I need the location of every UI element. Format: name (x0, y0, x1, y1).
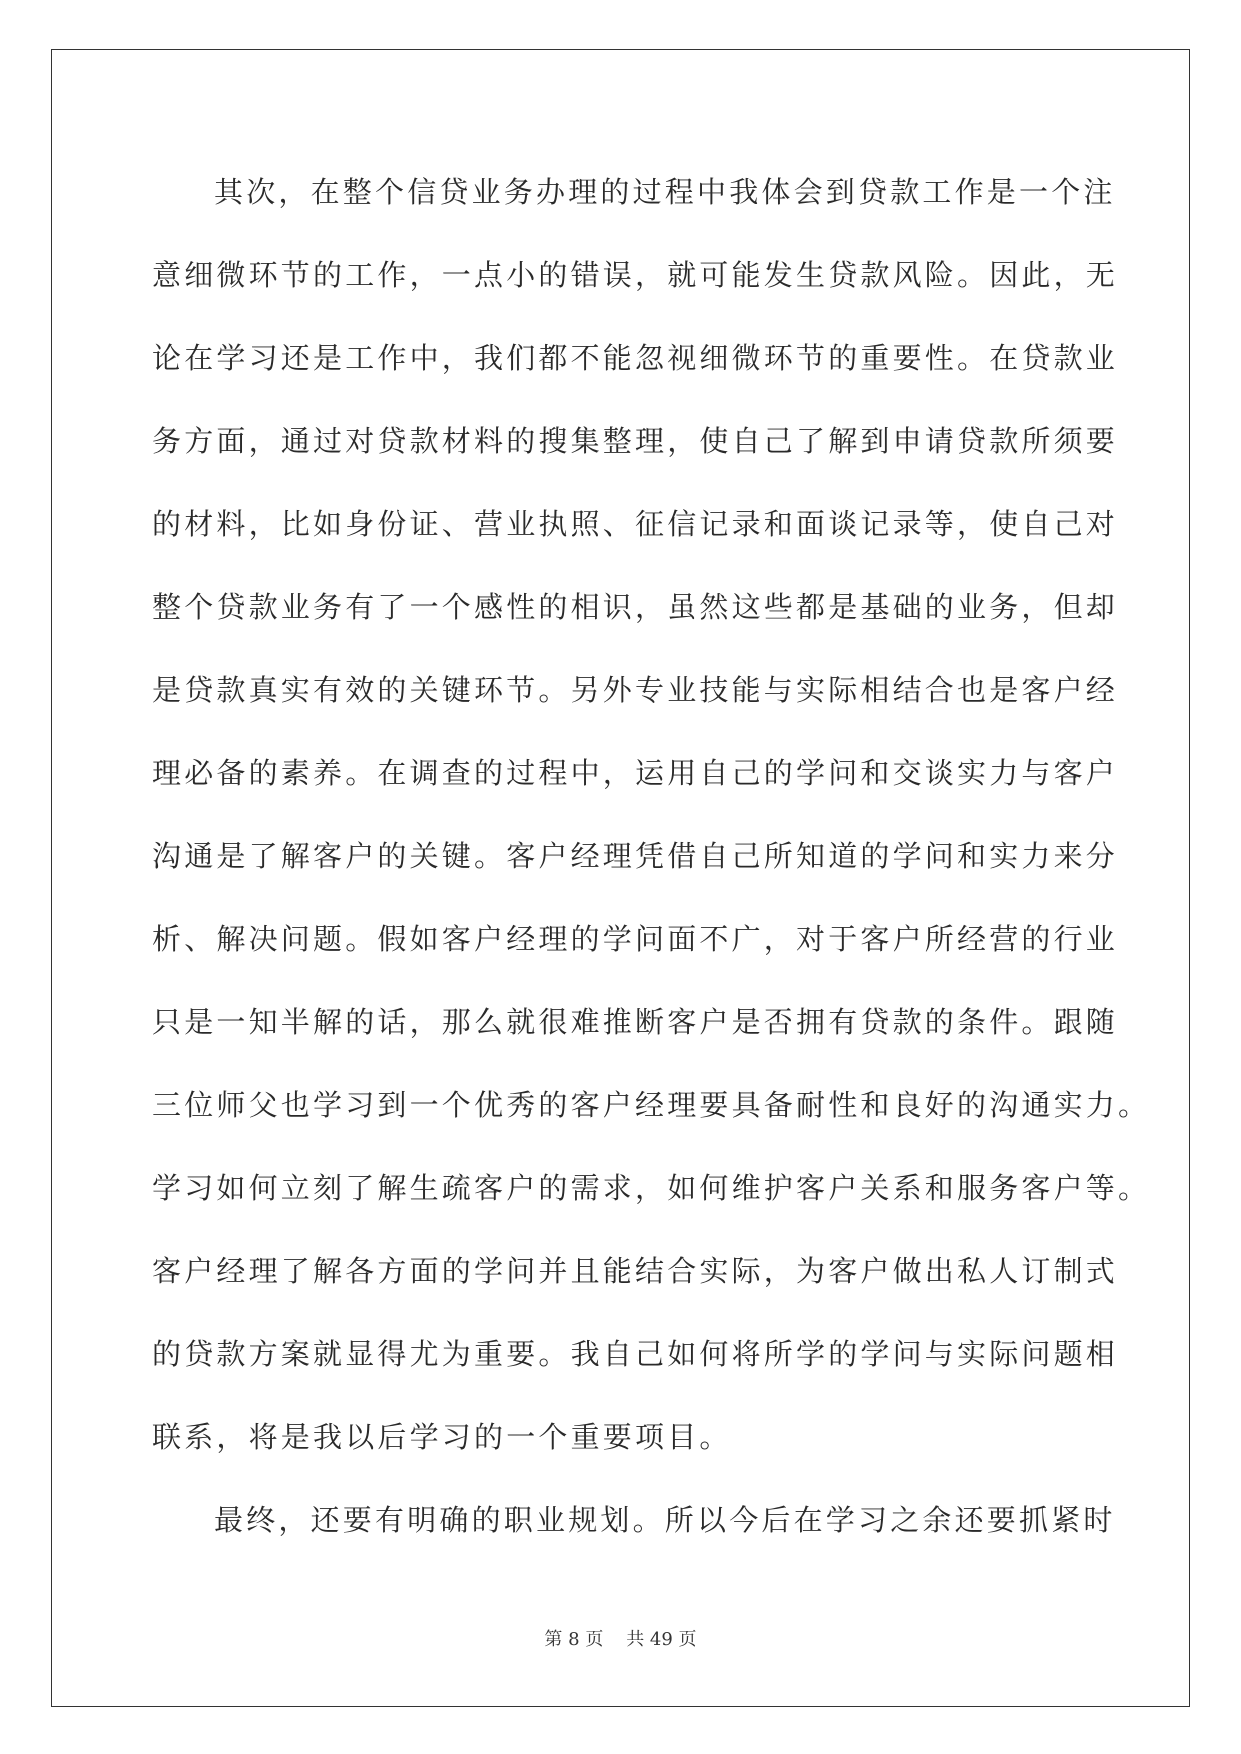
paragraph-line: 三位师父也学习到一个优秀的客户经理要具备耐性和良好的沟通实力。 (152, 1088, 1151, 1122)
document-body (152, 163, 1151, 1574)
paragraph-line: 其次，在整个信贷业务办理的过程中我体会到贷款工作是一个注 (214, 175, 1116, 209)
paragraph-line: 意细微环节的工作，一点小的错误，就可能发生贷款风险。因此，无 (152, 258, 1119, 292)
page-number-footer: 第 8 页 共 49 页 (544, 1629, 697, 1650)
paragraph-line: 务方面，通过对贷款材料的搜集整理，使自己了解到申请贷款所须要 (152, 424, 1119, 458)
paragraph-line: 是贷款真实有效的关键环节。另外专业技能与实际相结合也是客户经 (152, 673, 1119, 707)
paragraph-line: 的材料，比如身份证、营业执照、征信记录和面谈记录等，使自己对 (152, 507, 1119, 541)
paragraph-line: 整个贷款业务有了一个感性的相识，虽然这些都是基础的业务，但却 (152, 590, 1119, 624)
paragraph-line: 沟通是了解客户的关键。客户经理凭借自己所知道的学问和实力来分 (152, 839, 1119, 873)
paragraph-line: 只是一知半解的话，那么就很难推断客户是否拥有贷款的条件。跟随 (152, 1005, 1119, 1039)
paragraph-line: 学习如何立刻了解生疏客户的需求，如何维护客户关系和服务客户等。 (152, 1171, 1151, 1205)
paragraph-line: 的贷款方案就显得尤为重要。我自己如何将所学的学问与实际问题相 (152, 1337, 1119, 1371)
paragraph-line: 论在学习还是工作中，我们都不能忽视细微环节的重要性。在贷款业 (152, 341, 1119, 375)
paragraph-line: 理必备的素养。在调查的过程中，运用自己的学问和交谈实力与客户 (152, 756, 1119, 790)
paragraph-line: 联系，将是我以后学习的一个重要项目。 (152, 1420, 732, 1454)
paragraph-line: 客户经理了解各方面的学问并且能结合实际，为客户做出私人订制式 (152, 1254, 1119, 1288)
paragraph-line: 析、解决问题。假如客户经理的学问面不广，对于客户所经营的行业 (152, 922, 1119, 956)
paragraph-line: 最终，还要有明确的职业规划。所以今后在学习之余还要抓紧时 (214, 1503, 1116, 1537)
